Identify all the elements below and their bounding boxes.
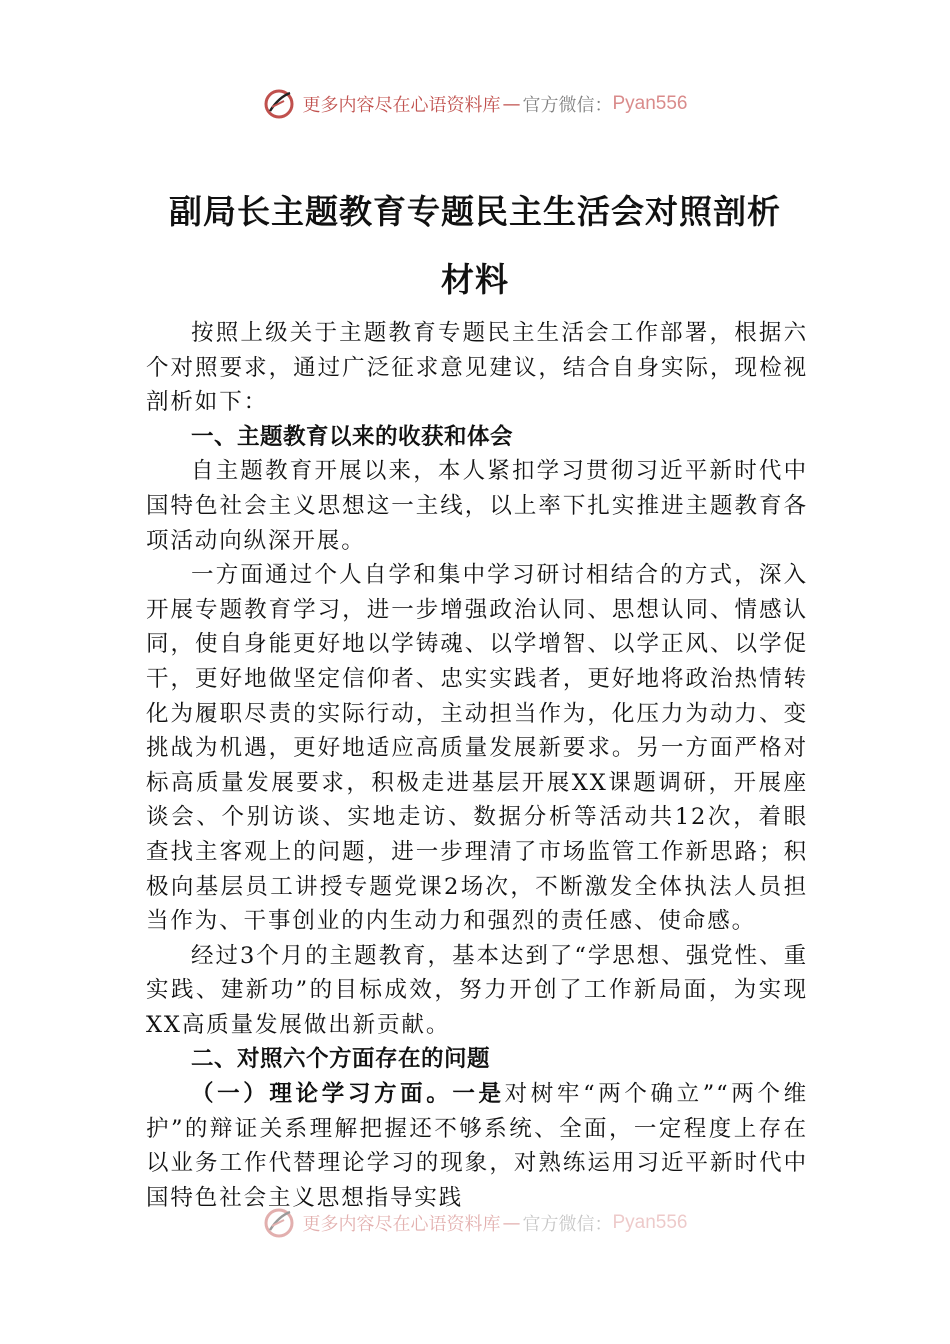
brand-logo-icon (262, 1206, 296, 1240)
footer-banner-wechat-id: Pyan556 (612, 1212, 688, 1233)
section2-heading: 二、对照六个方面存在的问题 (191, 1046, 491, 1073)
footer-banner-brand: 更多内容尽在心语资料库 (302, 1214, 501, 1235)
footer-banner-separator: — (502, 1212, 521, 1234)
section1-paragraph-2: 一方面通过个人自学和集中学习研讨相结合的方式，深入开展专题教育学习，进一步增强政治认同、思想认同、情感认同，使自身能更好地以学铸魂、以学增智、以学正风、以学促干，更好地做坚定信仰者、忠实实践者，更好地将政治热情转化为履职尽责的实际行动，主动担当作为，化压力为动力、变挑战为机遇，更好地适应高质量发展新要求。另一方面严格对标高质量发展要求，积极走进基层开展XX课题调研，开展座谈会、个别访谈、实地走访、数据分析等活动共12次，着眼查找主客观上的问题，进一步理清了市场监管工作新思路；积极向基层员工讲授专题党课2场次，不断激发全体执法人员担当作为、干事创业的内生动力和强烈的责任感、使命感。 (146, 562, 808, 935)
section1-paragraph-3: 经过3个月的主题教育，基本达到了“学思想、强党性、重实践、建新功”的目标成效，努力开创了工作新局面，为实现XX高质量发展做出新贡献。 (146, 942, 808, 1038)
section2-paragraph-1-lead: （一）理论学习方面。一是 (191, 1081, 505, 1108)
section1-heading: 一、主题教育以来的收获和体会 (191, 423, 514, 450)
intro-paragraph: 按照上级关于主题教育专题民主生活会工作部署，根据六个对照要求，通过广泛征求意见建议，结合自身实际，现检视剖析如下： (146, 320, 808, 416)
section2-paragraph-1 (146, 1077, 808, 1215)
document-body (146, 316, 808, 1215)
footer-banner (0, 1203, 950, 1243)
document-title-line1: 副局长主题教育专题民主生活会对照剖析 (169, 192, 781, 231)
footer-banner-wechat-label: 官方微信： (522, 1214, 613, 1235)
banner-brand: 更多内容尽在心语资料库 (302, 95, 501, 116)
banner-wechat-label: 官方微信： (522, 95, 613, 116)
document-title-line2: 材料 (441, 260, 509, 299)
section1-paragraph-1: 自主题教育开展以来，本人紧扣学习贯彻习近平新时代中国特色社会主义思想这一主线，以上率下扎实推进主题教育各项活动向纵深开展。 (146, 458, 808, 554)
banner-wechat-id: Pyan556 (612, 93, 688, 114)
banner-separator: — (502, 93, 521, 115)
section2-paragraph-1-text: 对树牢“两个确立”“两个维护”的辩证关系理解把握还不够系统、全面，一定程度上存在以业务工作代替理论学习的现象，对熟练运用习近平新时代中国特色社会主义思想指导实践 (146, 1081, 808, 1211)
